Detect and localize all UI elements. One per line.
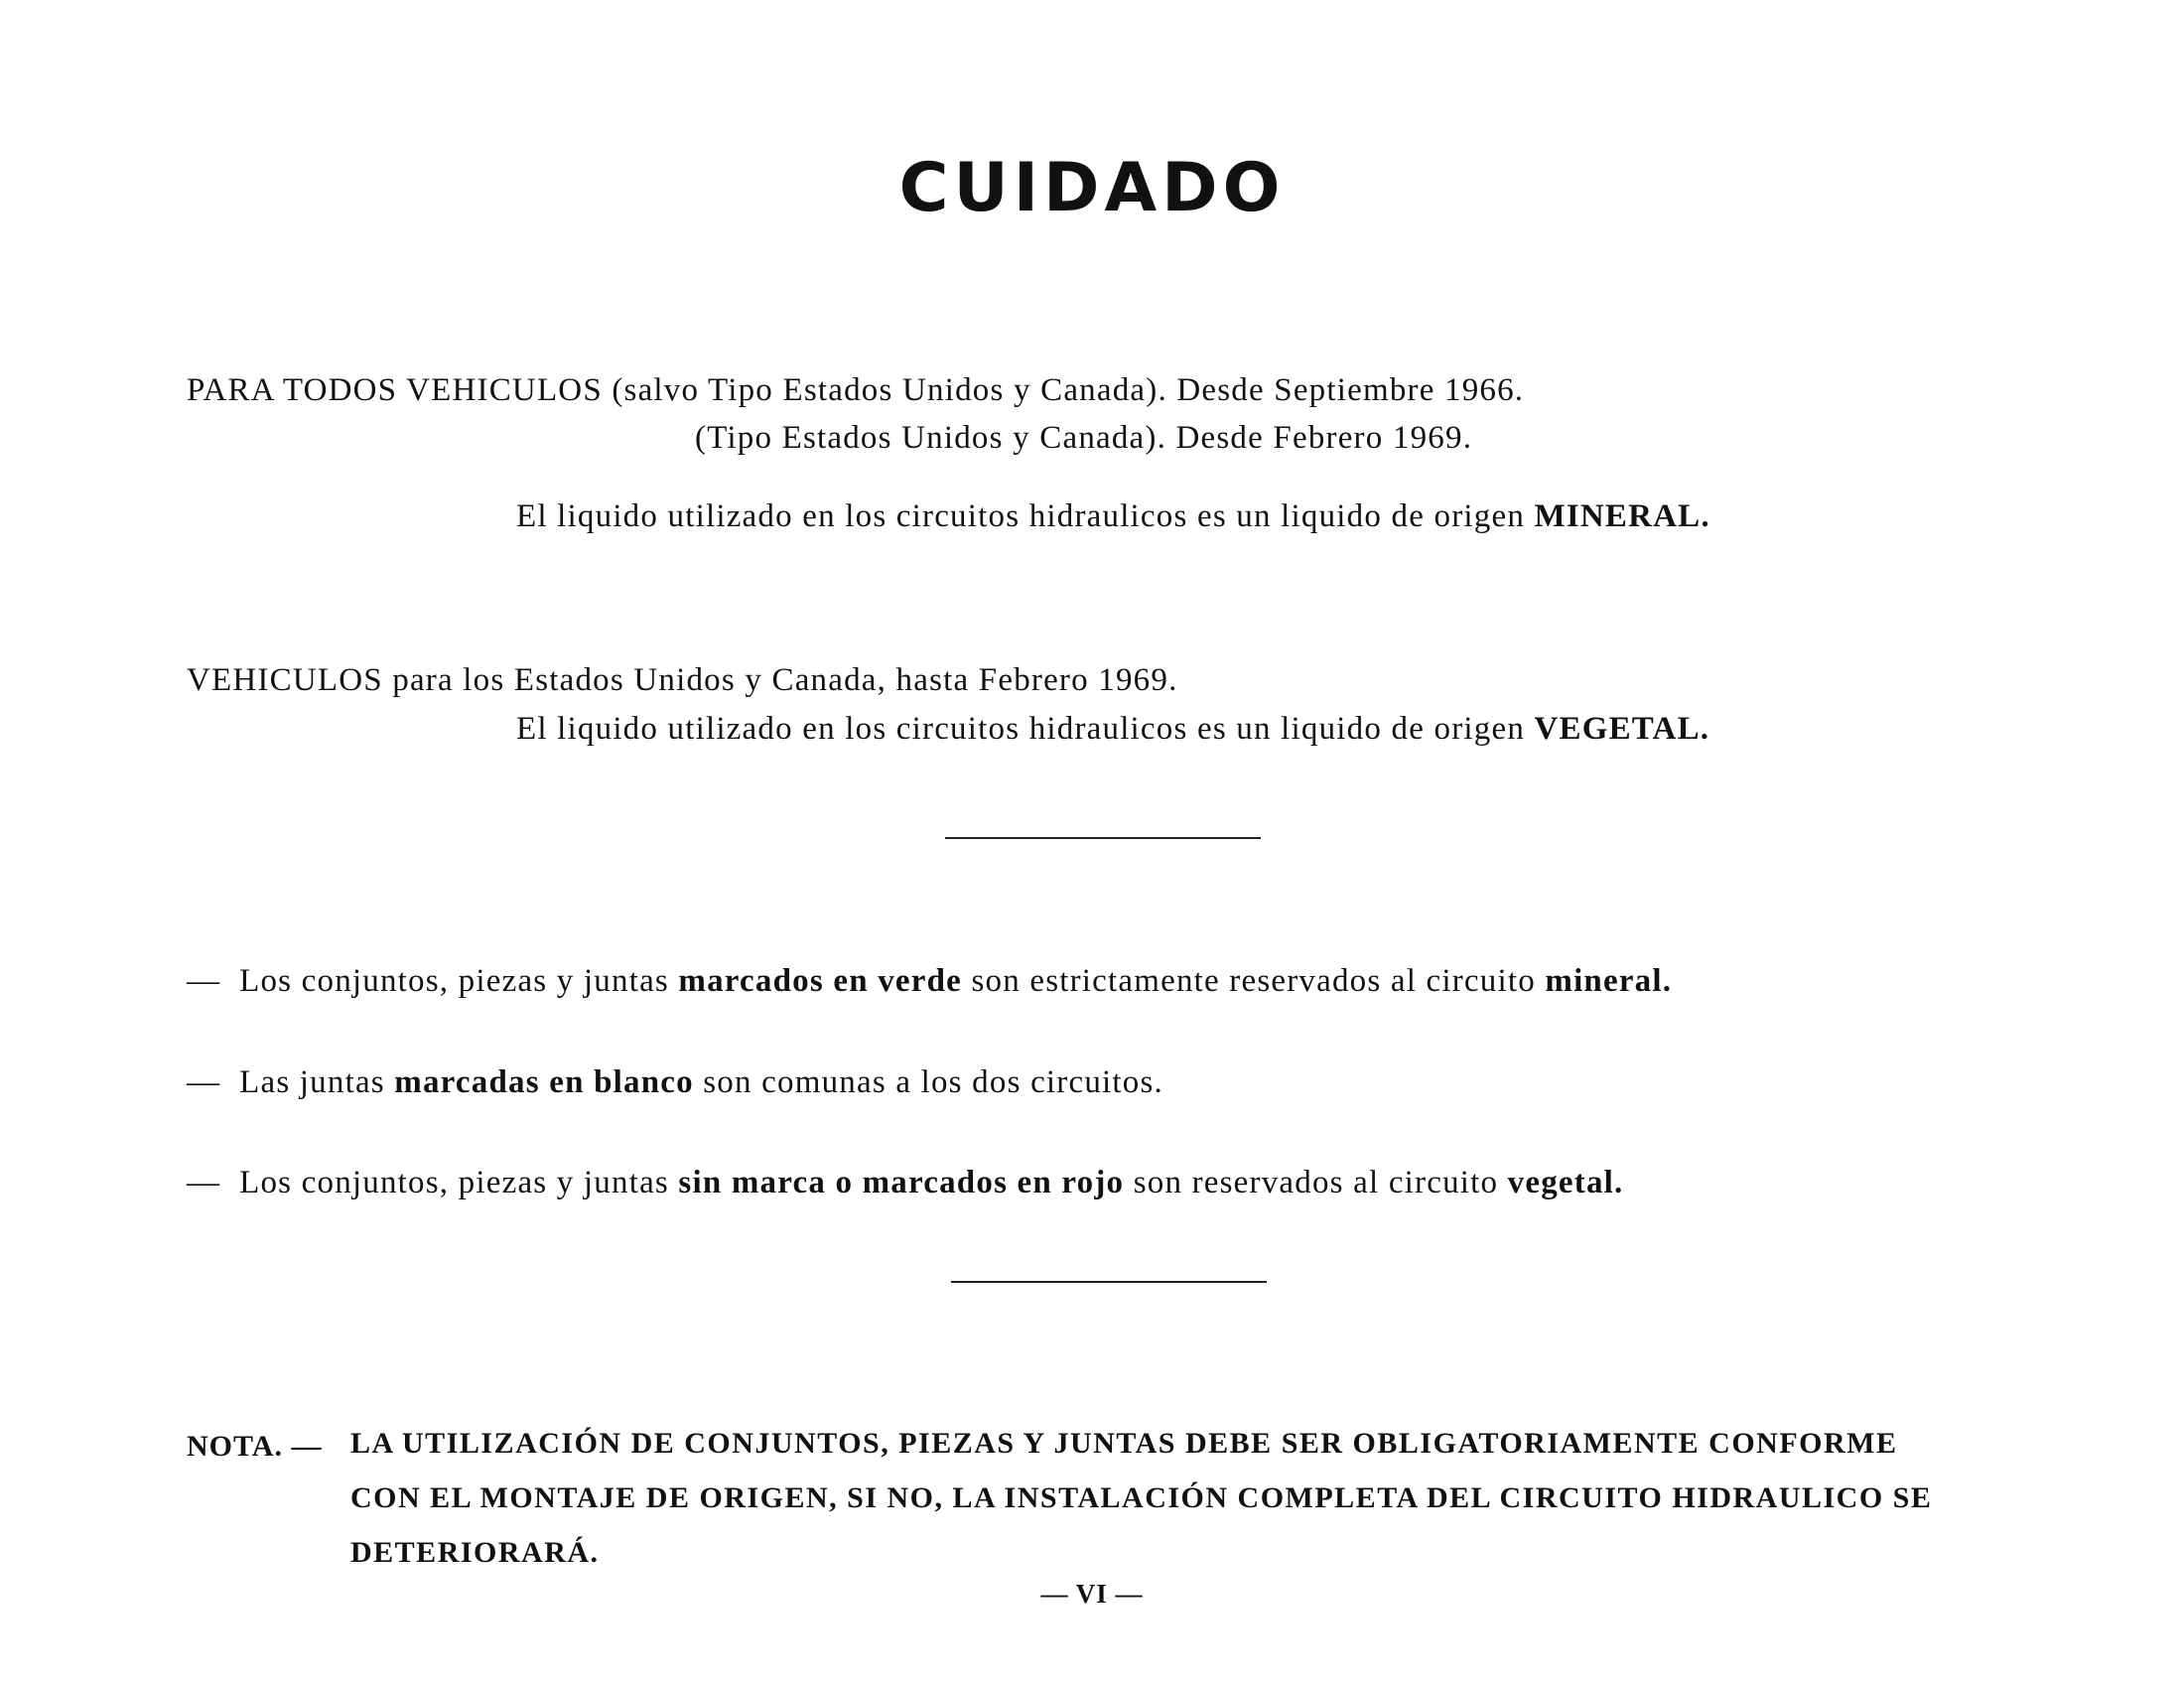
section1-note-emphasis: MINERAL. [1534,498,1710,534]
nota-line-1: LA UTILIZACIÓN DE CONJUNTOS, PIEZAS Y JUNTAS DEBE SER OBLIGATORIAMENTE CONFORME [350,1427,1898,1460]
section2-note-text: El liquido utilizado en los circuitos hidraulicos es un liquido de origen [516,711,1526,747]
bullet-emphasis: vegetal. [1507,1165,1624,1200]
section1-line1: PARA TODOS VEHICULOS (salvo Tipo Estados Unidos y Canada). Desde Septiembre 1966. [187,372,1525,408]
bullet-item-green [187,963,1672,1000]
bullet-emphasis: mineral. [1545,963,1673,999]
bullet-text: Los conjuntos, piezas y juntas [239,963,669,999]
section1-note [516,498,1710,535]
nota-label: NOTA. — [187,1430,323,1463]
page-title: CUIDADO [898,149,1286,227]
divider-rule-2 [951,1281,1267,1283]
bullet-text: son reservados al circuito [1133,1165,1499,1200]
section2-note [516,711,1709,748]
section1-note-text: El liquido utilizado en los circuitos hidraulicos es un liquido de origen [516,498,1526,534]
bullet-emphasis: marcados en verde [678,963,962,999]
divider-rule-1 [945,837,1261,839]
bullet-dash: — [187,1165,221,1200]
section2-line1: VEHICULOS para los Estados Unidos y Canada, hasta Febrero 1969. [187,662,1178,698]
bullet-item-red [187,1165,1623,1201]
bullet-emphasis: marcadas en blanco [394,1064,694,1100]
section1-line2: (Tipo Estados Unidos y Canada). Desde Febrero 1969. [695,420,1473,456]
bullet-emphasis: sin marca o marcados en rojo [678,1165,1125,1200]
bullet-dash: — [187,1064,221,1100]
page-number: — VI — [1040,1579,1144,1609]
bullet-item-white [187,1064,1163,1101]
bullet-text: Los conjuntos, piezas y juntas [239,1165,669,1200]
bullet-text: son comunas a los dos circuitos. [703,1064,1163,1100]
section2-note-emphasis: VEGETAL. [1534,711,1710,747]
nota-line-2: CON EL MONTAJE DE ORIGEN, SI NO, LA INSTALACIÓN COMPLETA DEL CIRCUITO HIDRAULICO SE [350,1481,1933,1514]
bullet-dash: — [187,963,221,999]
bullet-text: son estrictamente reservados al circuito [971,963,1536,999]
nota-line-3: DETERIORARÁ. [350,1536,600,1569]
bullet-text: Las juntas [239,1064,385,1100]
